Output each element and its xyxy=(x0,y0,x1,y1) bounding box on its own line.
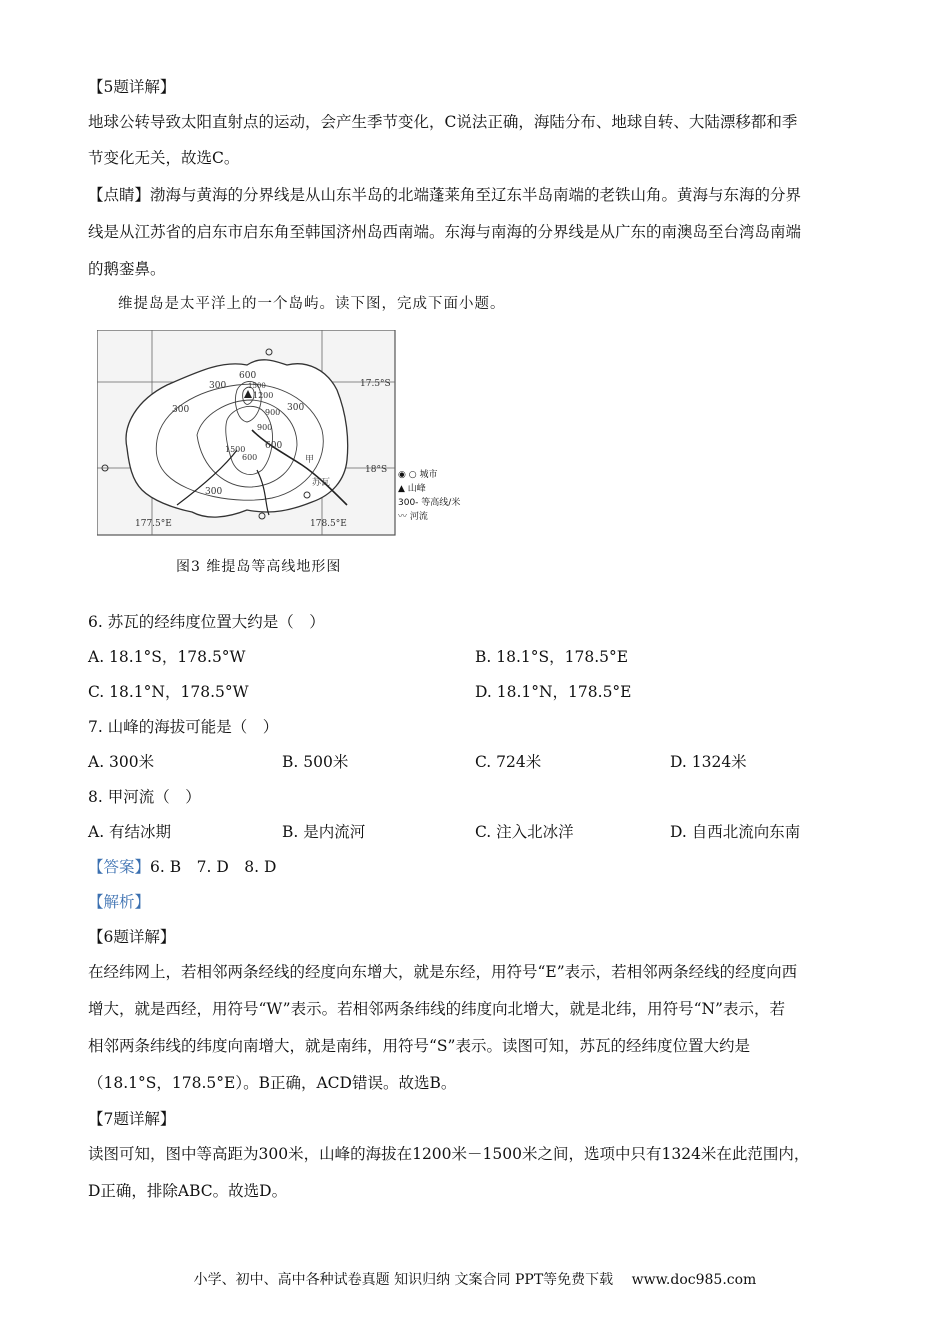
detail5-title: 【5题详解】 xyxy=(88,78,176,96)
detail6-line-4: （18.1°S，178.5°E）。B正确，ACD错误。故选B。 xyxy=(88,1074,457,1092)
q6-option-c: C. 18.1°N，178.5°W xyxy=(88,683,249,701)
contour-label: 600 xyxy=(242,453,258,462)
contour-label: 300 xyxy=(205,487,223,497)
lon-label: 177.5°E xyxy=(135,519,172,529)
contour-label: 1200 xyxy=(253,391,274,400)
place-label-jia: 甲 xyxy=(305,455,315,465)
q7-option-d: D. 1324米 xyxy=(670,753,747,771)
detail7-line-1: 读图可知，图中等高距为300米，山峰的海拔在1200米－1500米之间，选项中只有1324米在此范围内， xyxy=(88,1145,810,1163)
contour-label: 300 xyxy=(287,403,305,413)
detail7-title: 【7题详解】 xyxy=(88,1110,176,1128)
river-icon: 〰 xyxy=(398,512,410,522)
contour-label: 900 xyxy=(257,423,273,432)
q7-option-b: B. 500米 xyxy=(282,753,349,771)
peak-icon: ▲ xyxy=(398,484,408,494)
detail6-title: 【6题详解】 xyxy=(88,928,176,946)
intro-text: 维提岛是太平洋上的一个岛屿。读下图，完成下面小题。 xyxy=(118,296,506,312)
contour-map xyxy=(97,330,397,540)
analysis-label: 【解析】 xyxy=(88,893,151,911)
tip-line-3: 的鹅銮鼻。 xyxy=(88,260,166,278)
q6-option-a: A. 18.1°S，178.5°W xyxy=(88,648,246,666)
contour-label: 900 xyxy=(265,408,281,417)
contour-label: 1500 xyxy=(248,382,266,390)
contour-legend: 300- 等高线/米 xyxy=(398,498,461,508)
q6-option-d: D. 18.1°N，178.5°E xyxy=(475,683,632,701)
detail6-line-1: 在经纬网上，若相邻两条经线的经度向东增大，就是东经，用符号“E”表示，若相邻两条经线的经度向西 xyxy=(88,963,798,981)
tip-line-1: 【点睛】渤海与黄海的分界线是从山东半岛的北端蓬莱角至辽东半岛南端的老铁山角。黄海与东海的分界 xyxy=(88,186,802,204)
lat-label: 18°S xyxy=(365,465,388,475)
answer-label: 【答案】 xyxy=(88,858,151,876)
lat-label: 17.5°S xyxy=(360,379,391,389)
place-label-suva: 苏瓦 xyxy=(312,478,331,488)
figure-caption: 图3 维提岛等高线地形图 xyxy=(176,559,342,575)
contour-label: 300 xyxy=(209,381,227,391)
q7-option-a: A. 300米 xyxy=(88,753,155,771)
q8-stem: 8. 甲河流（ ） xyxy=(88,788,201,806)
contour-label: 600 xyxy=(265,441,283,451)
detail6-line-2: 增大，就是西经，用符号“W”表示。若相邻两条纬线的纬度向北增大，就是北纬，用符号“N”表示，若 xyxy=(88,1000,785,1018)
q8-option-b: B. 是内流河 xyxy=(282,823,366,841)
q7-option-c: C. 724米 xyxy=(475,753,542,771)
map-legend: ◉ ○ 城市 ▲ 山峰 300- 等高线/米 〰 河流 xyxy=(398,470,461,522)
contour-label: 300 xyxy=(172,405,190,415)
contour-label: 600 xyxy=(239,371,257,381)
answer-line xyxy=(88,856,276,878)
q8-option-d: D. 自西北流向东南 xyxy=(670,823,801,841)
q6-stem: 6. 苏瓦的经纬度位置大约是（ ） xyxy=(88,613,325,631)
lon-label: 178.5°E xyxy=(310,519,347,529)
detail5-line-1: 地球公转导致太阳直射点的运动，会产生季节变化，C说法正确，海陆分布、地球自转、大陆漂移都和季 xyxy=(88,113,798,131)
detail5-line-2: 节变化无关，故选C。 xyxy=(88,149,240,167)
answer-text: 6. B 7. D 8. D xyxy=(150,858,277,876)
q7-stem: 7. 山峰的海拔可能是（ ） xyxy=(88,718,279,736)
detail7-line-2: D正确，排除ABC。故选D。 xyxy=(88,1182,288,1200)
page-footer: 小学、初中、高中各种试卷真题 知识归纳 文案合同 PPT等免费下载 www.doc985.com xyxy=(193,1272,757,1288)
detail6-line-3: 相邻两条纬线的纬度向南增大，就是南纬，用符号“S”表示。读图可知，苏瓦的经纬度位置大约是 xyxy=(88,1037,750,1055)
contour-label: 1500 xyxy=(225,445,246,454)
q8-option-a: A. 有结冰期 xyxy=(88,823,172,841)
tip-line-2: 线是从江苏省的启东市启东角至韩国济州岛西南端。东海与南海的分界线是从广东的南澳岛至台湾岛南端 xyxy=(88,223,802,241)
city-icon: ◉ ○ xyxy=(398,470,420,480)
q8-option-c: C. 注入北冰洋 xyxy=(475,823,574,841)
q6-option-b: B. 18.1°S，178.5°E xyxy=(475,648,629,666)
